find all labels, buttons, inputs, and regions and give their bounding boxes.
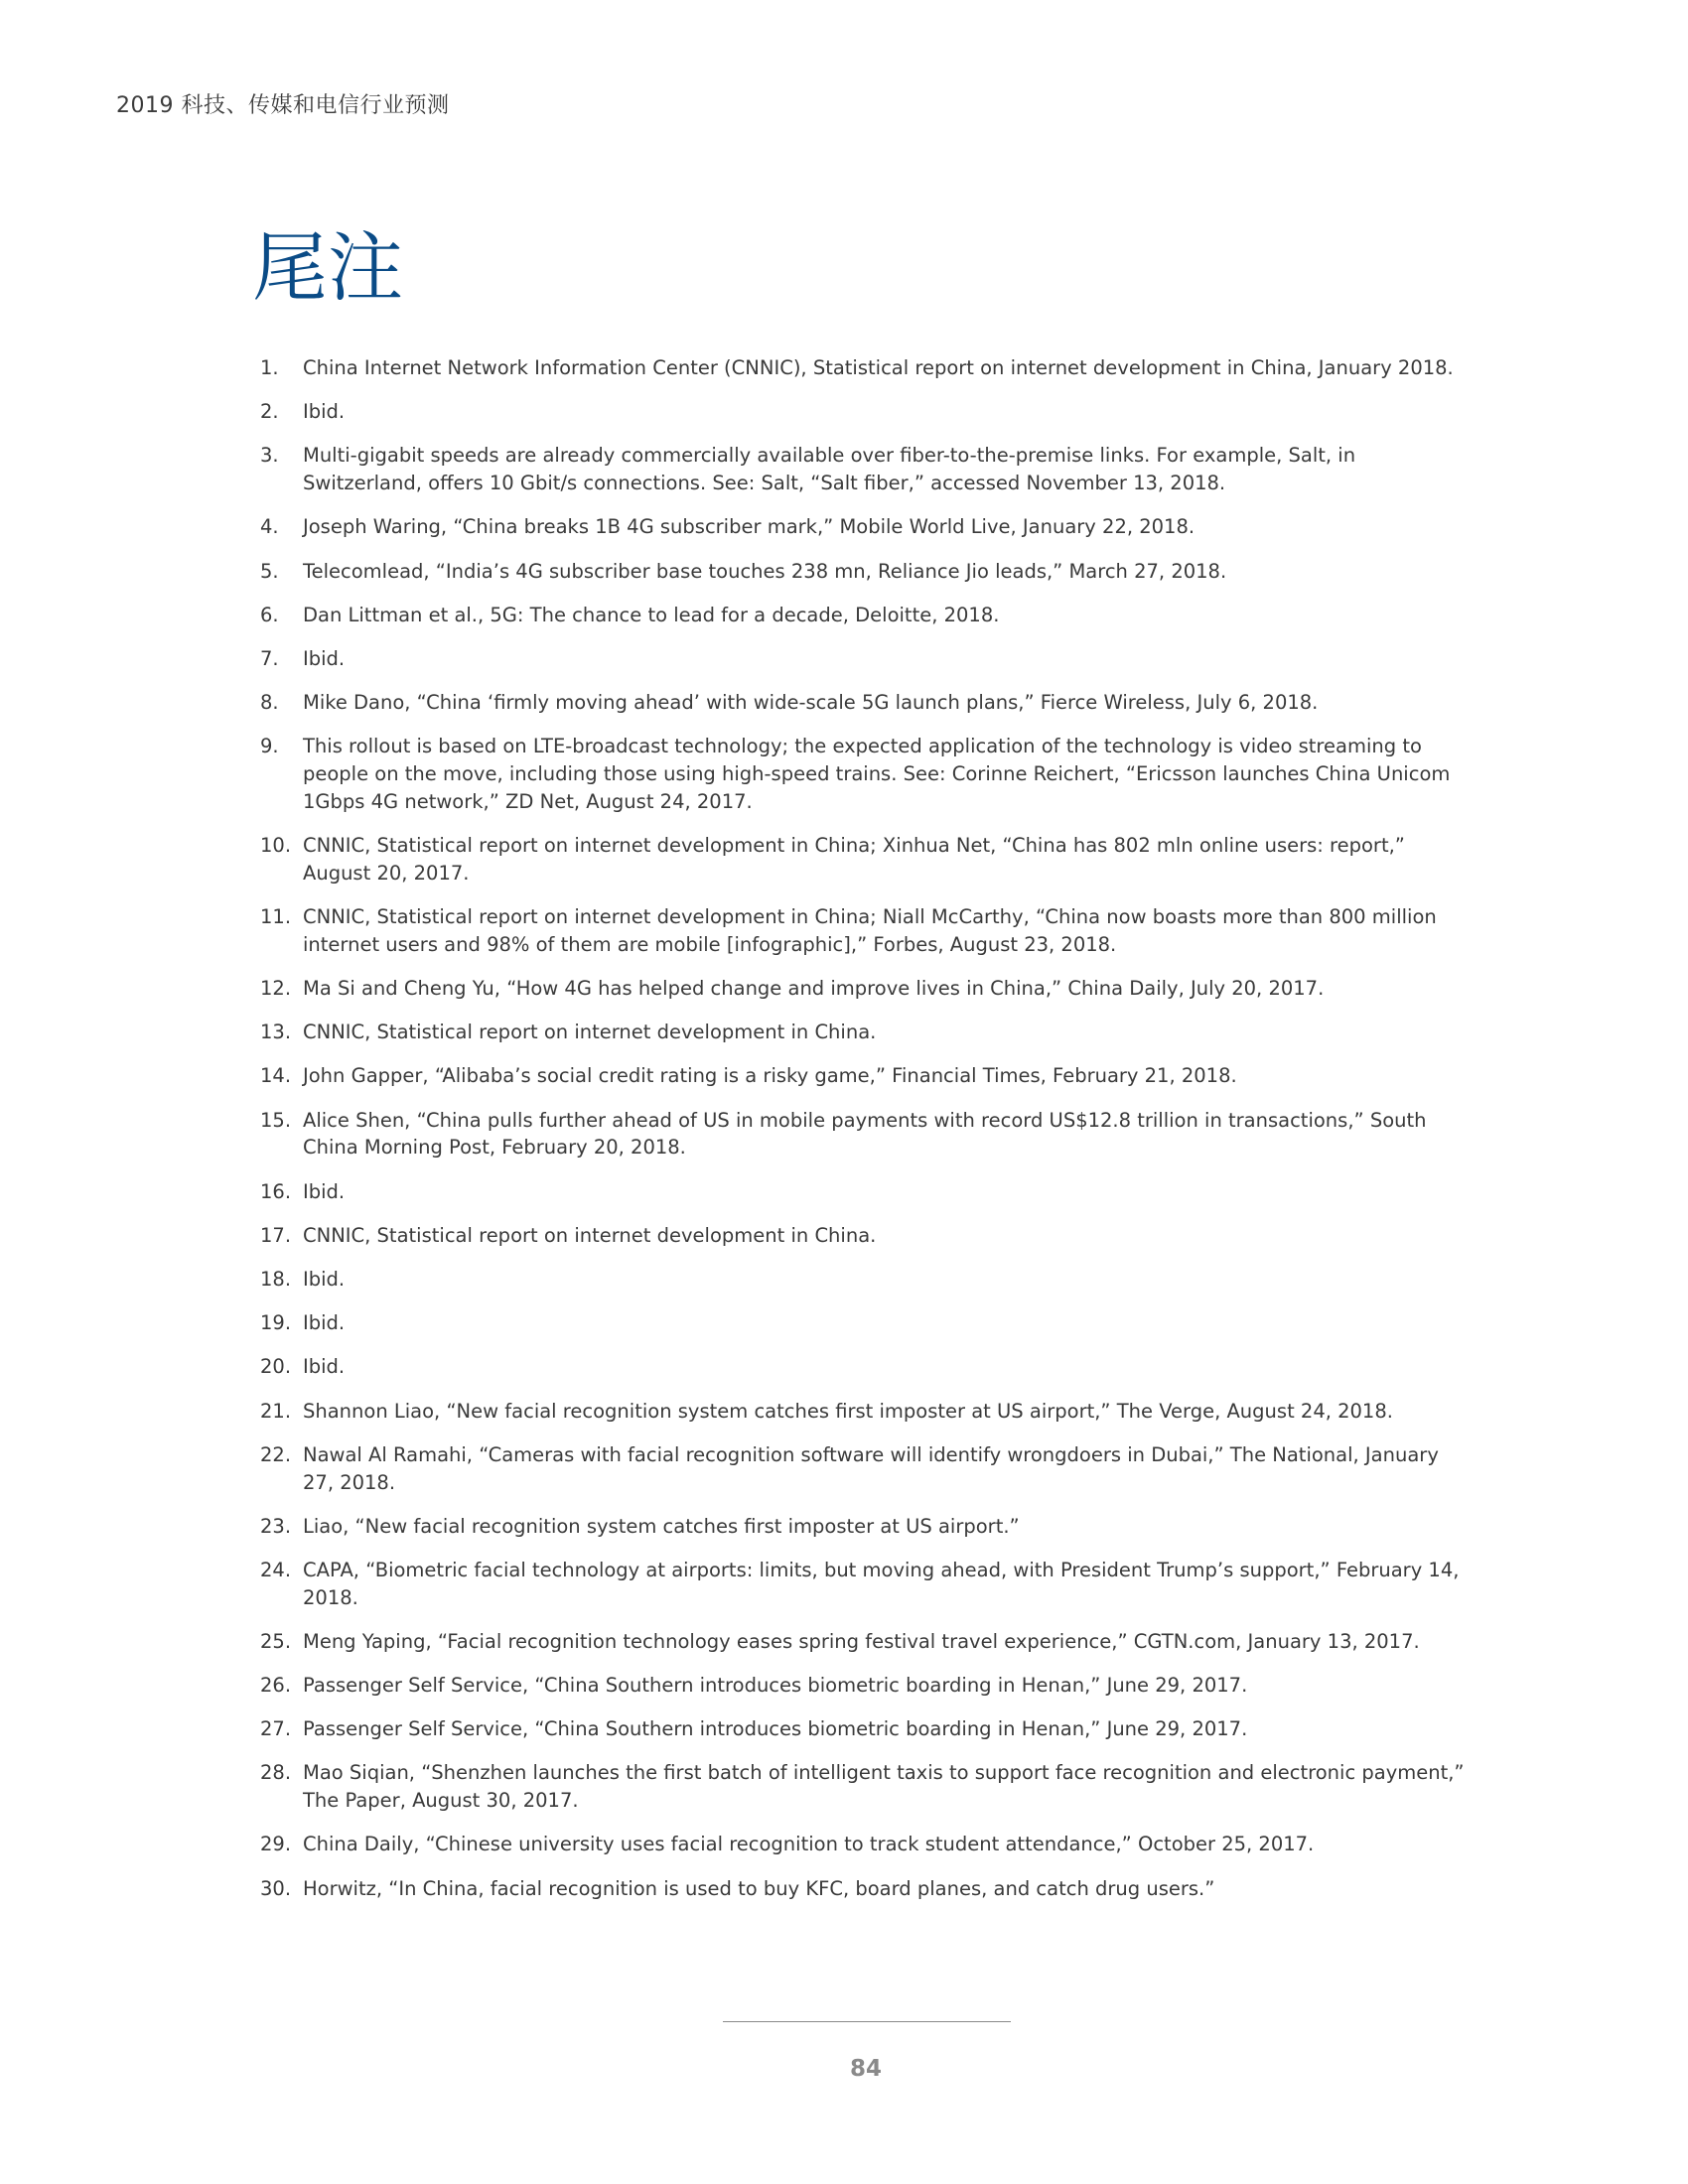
endnote-number: 1. (260, 356, 279, 379)
endnote-number: 11. (260, 905, 292, 929)
endnote-text: Nawal Al Ramahi, “Cameras with facial recognition software will identify wrongdoers in Dubai,” The National, January 27, 2018. (303, 1442, 1439, 1494)
endnote-item (260, 733, 1472, 815)
endnote-item (260, 1266, 1472, 1294)
endnote-number: 19. (260, 1311, 292, 1335)
endnote-text: John Gapper, “Alibaba’s social credit rating is a risky game,” Financial Times, February 21, 2018. (303, 1064, 1237, 1088)
endnote-text: Liao, “New facial recognition system catches first imposter at US airport.” (303, 1514, 1020, 1538)
endnote-item (260, 354, 1472, 382)
footer-divider (723, 2021, 1011, 2022)
endnote-number: 27. (260, 1717, 292, 1741)
endnote-number: 21. (260, 1399, 292, 1423)
endnotes-list (260, 354, 1472, 1919)
endnote-number: 2. (260, 400, 279, 424)
endnote-item (260, 398, 1472, 426)
endnote-item (260, 1019, 1472, 1046)
endnote-item (260, 1759, 1472, 1815)
endnote-item (260, 558, 1472, 586)
endnote-text: Telecomlead, “India’s 4G subscriber base touches 238 mn, Reliance Jio leads,” March 27, 2018. (303, 559, 1227, 583)
endnote-number: 7. (260, 646, 279, 670)
endnote-number: 24. (260, 1558, 292, 1581)
endnote-number: 4. (260, 515, 279, 539)
endnote-number: 23. (260, 1514, 292, 1538)
endnote-item (260, 602, 1472, 629)
endnote-item (260, 1107, 1472, 1162)
endnote-item (260, 1353, 1472, 1381)
endnote-text: CAPA, “Biometric facial technology at airports: limits, but moving ahead, with President Trump’s support,” February 14, 2018. (303, 1558, 1460, 1609)
endnote-text: Ibid. (303, 1311, 346, 1335)
endnote-item (260, 1628, 1472, 1656)
endnote-text: Horwitz, “In China, facial recognition is used to buy KFC, board planes, and catch drug users.” (303, 1876, 1215, 1900)
endnote-number: 13. (260, 1021, 292, 1044)
endnote-text: Mike Dano, “China ‘firmly moving ahead’ with wide-scale 5G launch plans,” Fierce Wireless, July 6, 2018. (303, 691, 1319, 715)
endnote-number: 26. (260, 1674, 292, 1698)
endnote-item (260, 1831, 1472, 1858)
endnote-item (260, 832, 1472, 887)
endnote-text: This rollout is based on LTE-broadcast technology; the expected application of the technology is video streaming to people on the move, including those using high-speed trains. See: Corinne Reichert, “Ericsson launches China Unicom 1Gbps 4G network,” ZD Net, August 24, 2017. (303, 735, 1451, 813)
endnote-text: Ibid. (303, 1179, 346, 1203)
endnote-number: 17. (260, 1223, 292, 1247)
endnote-number: 20. (260, 1355, 292, 1379)
endnote-item (260, 1557, 1472, 1612)
endnote-number: 22. (260, 1442, 292, 1466)
endnote-item (260, 1178, 1472, 1206)
endnote-item (260, 1062, 1472, 1090)
endnote-text: Ibid. (303, 646, 346, 670)
endnote-text: Ibid. (303, 1355, 346, 1379)
endnote-text: Shannon Liao, “New facial recognition system catches first imposter at US airport,” The Verge, August 24, 2018. (303, 1399, 1393, 1423)
endnote-text: CNNIC, Statistical report on internet development in China; Xinhua Net, “China has 802 mln online users: report,” August 20, 2017. (303, 834, 1405, 885)
endnote-item (260, 1398, 1472, 1426)
endnote-number: 25. (260, 1629, 292, 1653)
endnote-number: 18. (260, 1267, 292, 1291)
endnote-item (260, 1309, 1472, 1337)
endnote-text: Ibid. (303, 400, 346, 424)
endnote-item (260, 1441, 1472, 1497)
endnote-item (260, 1715, 1472, 1743)
endnote-number: 9. (260, 735, 279, 758)
endnote-number: 15. (260, 1108, 292, 1132)
running-header: 2019 科技、传媒和电信行业预测 (116, 93, 450, 118)
endnote-text: Ibid. (303, 1267, 346, 1291)
endnote-text: China Internet Network Information Center (CNNIC), Statistical report on internet development in China, January 2018. (303, 356, 1454, 379)
endnote-item (260, 1875, 1472, 1903)
endnote-number: 14. (260, 1064, 292, 1088)
endnote-number: 6. (260, 603, 279, 626)
endnote-item (260, 689, 1472, 717)
endnote-number: 12. (260, 977, 292, 1001)
endnote-item (260, 513, 1472, 541)
endnote-number: 8. (260, 691, 279, 715)
endnote-item (260, 442, 1472, 497)
endnote-number: 3. (260, 444, 279, 468)
endnote-item (260, 1672, 1472, 1700)
endnote-text: Mao Siqian, “Shenzhen launches the first batch of intelligent taxis to support face recognition and electronic payment,” The Paper, August 30, 2017. (303, 1761, 1465, 1813)
endnote-text: Multi-gigabit speeds are already commercially available over fiber-to-the-premise links. For example, Salt, in Switzerland, offers 10 Gbit/s connections. See: Salt, “Salt fiber,” accessed November 13, 2018. (303, 444, 1356, 495)
endnote-text: Passenger Self Service, “China Southern introduces biometric boarding in Henan,” June 29, 2017. (303, 1717, 1248, 1741)
endnote-text: Joseph Waring, “China breaks 1B 4G subscriber mark,” Mobile World Live, January 22, 2018. (303, 515, 1196, 539)
endnote-text: Ma Si and Cheng Yu, “How 4G has helped change and improve lives in China,” China Daily, July 20, 2017. (303, 977, 1325, 1001)
endnote-text: China Daily, “Chinese university uses facial recognition to track student attendance,” October 25, 2017. (303, 1833, 1315, 1856)
endnote-item (260, 975, 1472, 1003)
endnote-item (260, 1513, 1472, 1541)
endnote-item (260, 645, 1472, 673)
endnote-text: CNNIC, Statistical report on internet development in China. (303, 1021, 877, 1044)
page-title: 尾注 (252, 223, 403, 312)
endnote-text: Dan Littman et al., 5G: The chance to lead for a decade, Deloitte, 2018. (303, 603, 1000, 626)
endnote-number: 29. (260, 1833, 292, 1856)
endnote-text: Passenger Self Service, “China Southern introduces biometric boarding in Henan,” June 29, 2017. (303, 1674, 1248, 1698)
endnote-number: 16. (260, 1179, 292, 1203)
endnote-text: Meng Yaping, “Facial recognition technology eases spring festival travel experience,” CGTN.com, January 13, 2017. (303, 1629, 1420, 1653)
endnote-text: Alice Shen, “China pulls further ahead of US in mobile payments with record US$12.8 trillion in transactions,” South China Morning Post, February 20, 2018. (303, 1108, 1427, 1160)
endnote-text: CNNIC, Statistical report on internet development in China. (303, 1223, 877, 1247)
endnote-text: CNNIC, Statistical report on internet development in China; Niall McCarthy, “China now boasts more than 800 million internet users and 98% of them are mobile [infographic],” Forbes, August 23, 2018. (303, 905, 1437, 956)
endnote-item (260, 1222, 1472, 1250)
endnote-number: 5. (260, 559, 279, 583)
endnote-number: 30. (260, 1876, 292, 1900)
endnote-number: 28. (260, 1761, 292, 1785)
endnote-number: 10. (260, 834, 292, 858)
page-number: 84 (849, 2056, 882, 2082)
endnote-item (260, 903, 1472, 959)
